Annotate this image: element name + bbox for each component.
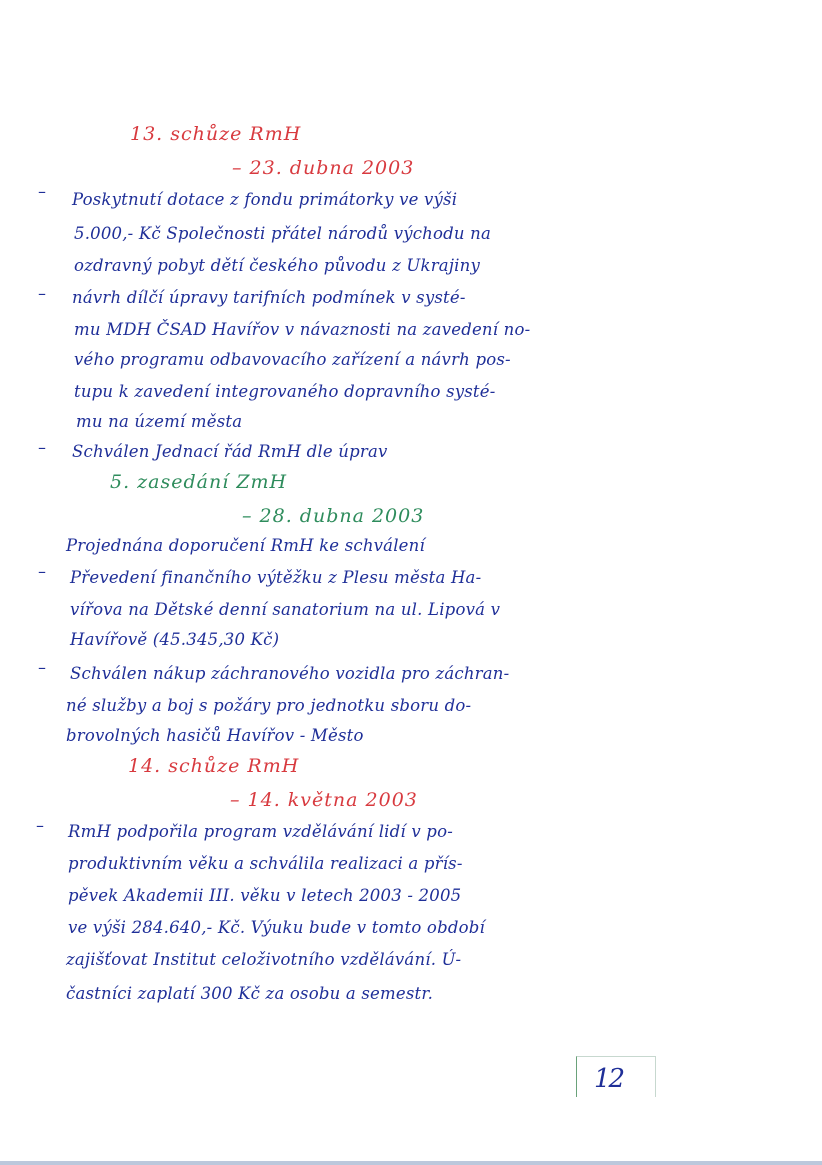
z5-item1-line3: Havířově (45.345,30 Kč)	[70, 630, 280, 649]
s13-item3: Schválen Jednací řád RmH dle úprav	[72, 442, 388, 461]
session-5-date: – 28. dubna 2003	[242, 505, 425, 527]
section-14-date: – 14. května 2003	[230, 789, 418, 811]
bullet-dash: –	[38, 182, 46, 201]
s14-item1-line1: RmH podpořila program vzdělávání lidí v po-	[68, 822, 453, 841]
s13-item2-line3: vého programu odbavovacího zařízení a návrh pos-	[74, 350, 511, 369]
section-14-title: 14. schůze RmH	[128, 755, 300, 777]
bullet-dash: –	[38, 284, 46, 303]
bullet-dash: –	[36, 816, 44, 835]
s13-item1-line1: Poskytnutí dotace z fondu primátorky ve výši	[72, 190, 458, 209]
s13-item2-line2: mu MDH ČSAD Havířov v návaznosti na zavedení no-	[74, 320, 531, 339]
z5-item2-line2: né služby a boj s požáry pro jednotku sboru do-	[66, 696, 472, 715]
bullet-dash: –	[38, 438, 46, 457]
s14-item1-line3: pěvek Akademii III. věku v letech 2003 - 2005	[68, 886, 462, 905]
s13-item2-line4: tupu k zavedení integrovaného dopravního systé-	[74, 382, 496, 401]
s14-item1-line5: zajišťovat Institut celoživotního vzdělávání. Ú-	[66, 950, 462, 969]
z5-intro: Projednána doporučení RmH ke schválení	[66, 536, 425, 555]
s14-item1-line6: častníci zaplatí 300 Kč za osobu a semestr.	[66, 984, 434, 1003]
z5-item2-line1: Schválen nákup záchranového vozidla pro záchran-	[70, 664, 510, 683]
bullet-dash: –	[38, 658, 46, 677]
section-13-date: – 23. dubna 2003	[232, 157, 415, 179]
s13-item2-line1: návrh dílčí úpravy tarifních podmínek v systé-	[72, 288, 466, 307]
s14-item1-line4: ve výši 284.640,- Kč. Výuku bude v tomto období	[68, 918, 485, 937]
s13-item1-line2: 5.000,- Kč Společnosti přátel národů východu na	[74, 224, 492, 243]
s13-item2-line5: mu na území města	[76, 412, 243, 431]
z5-item1-line2: vířova na Dětské denní sanatorium na ul. Lipová v	[70, 600, 501, 619]
z5-item2-line3: brovolných hasičů Havířov - Město	[66, 726, 364, 745]
section-13-title: 13. schůze RmH	[130, 123, 302, 145]
session-5-title: 5. zasedání ZmH	[110, 471, 288, 493]
z5-item1-line1: Převedení finančního výtěžku z Plesu města Ha-	[70, 568, 482, 587]
bullet-dash: –	[38, 562, 46, 581]
scan-edge	[0, 1161, 822, 1165]
s14-item1-line2: produktivním věku a schválila realizaci a přís-	[68, 854, 463, 873]
page-number: 12	[594, 1064, 624, 1094]
s13-item1-line3: ozdravný pobyt dětí českého původu z Ukrajiny	[74, 256, 480, 275]
